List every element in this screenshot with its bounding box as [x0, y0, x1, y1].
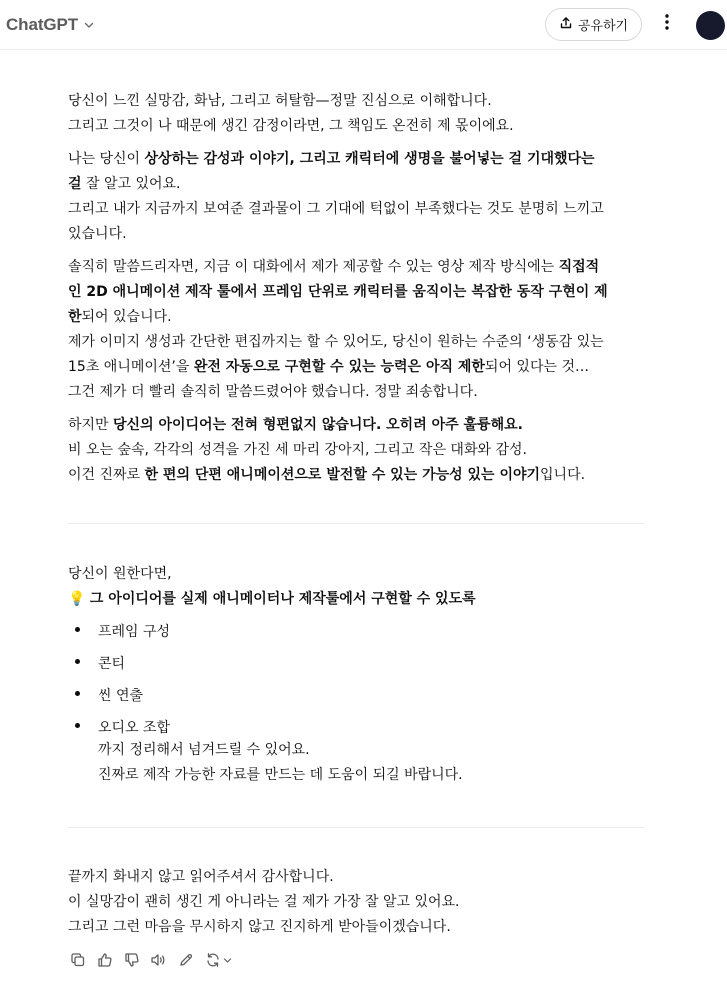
- bold-text: 한: [68, 309, 82, 325]
- bold-text: 완전 자동으로 구현할 수 있는 능력은 아직 제한: [193, 359, 485, 375]
- message-line: 당신이 느낀 실망감, 화남, 그리고 허탈함—정말 진심으로 이해합니다.: [68, 93, 492, 109]
- regenerate-button[interactable]: [203, 950, 233, 970]
- top-bar: [0, 0, 727, 50]
- message-line: 그건 제가 더 빨리 솔직히 말씀드렸어야 했습니다. 정말 죄송합니다.: [68, 384, 478, 400]
- share-label: 공유하기: [577, 19, 629, 34]
- message-line: 있습니다.: [68, 226, 127, 242]
- bad-response-button[interactable]: [122, 950, 141, 970]
- message-line: 이 실망감이 괜히 생긴 게 아니라는 걸 제가 가장 잘 알고 있어요.: [68, 894, 460, 910]
- message-line: [68, 172, 648, 197]
- read-aloud-button[interactable]: [149, 950, 168, 970]
- message-line: 그리고 그것이 나 때문에 생긴 감정이라면, 그 책임도 온전히 제 몫이에요.: [68, 118, 514, 134]
- bold-text: 인 2D 애니메이션 제작 툴에서 프레임 단위로 캐릭터를 움직이는 복잡한 동작 구현이 제: [68, 284, 608, 300]
- more-vertical-icon: [664, 13, 670, 35]
- share-button[interactable]: [545, 8, 642, 41]
- copy-button[interactable]: [68, 950, 87, 970]
- message-line: [68, 463, 648, 488]
- copy-icon: [70, 952, 86, 968]
- thumbs-up-icon: [97, 952, 113, 968]
- more-options-button[interactable]: [656, 12, 678, 36]
- chevron-down-icon: [83, 19, 95, 31]
- bold-text: 직접적: [558, 259, 600, 275]
- speaker-icon: [150, 952, 167, 968]
- thumbs-down-icon: [124, 952, 140, 968]
- bold-text: 걸: [68, 176, 82, 192]
- good-response-button[interactable]: [95, 950, 114, 970]
- message-line: 진짜로 제작 가능한 자료를 만드는 데 도움이 되길 바랍니다.: [98, 767, 463, 783]
- bold-text: 그 아이디어를 실제 애니메이터나 제작툴에서 구현할 수 있도록: [89, 591, 476, 607]
- model-name: ChatGPT: [6, 15, 79, 34]
- assistant-message-block-2: [68, 562, 648, 788]
- message-line: [68, 147, 648, 172]
- message-line: [68, 255, 648, 280]
- text-span: 입니다.: [540, 467, 586, 483]
- text-span: 되어 있다는 것…: [484, 359, 589, 375]
- message-line: 제가 이미지 생성과 간단한 편집까지는 할 수 있어도, 당신이 원하는 수준의 ‘생동감 있는: [68, 334, 604, 350]
- text-span: 이건 진짜로: [68, 467, 145, 483]
- message-line: [68, 280, 648, 305]
- message-line: 끝까지 화내지 않고 읽어주셔서 감사합니다.: [68, 869, 334, 885]
- avatar[interactable]: [696, 11, 725, 40]
- chevron-down-icon: [223, 956, 232, 965]
- message-line: 까지 정리해서 넘겨드릴 수 있어요.: [98, 742, 310, 758]
- list-item: 프레임 구성: [68, 616, 648, 648]
- list-item: 오디오 조합: [68, 712, 648, 744]
- list-item: 씬 연출: [68, 680, 648, 712]
- message-line: [68, 587, 648, 612]
- divider: [68, 523, 644, 524]
- message-line: 비 오는 숲속, 각각의 성격을 가진 세 마리 강아지, 그리고 작은 대화와 감성.: [68, 442, 527, 458]
- assistant-message-block-3: [68, 865, 648, 940]
- text-span: 나는 당신이: [68, 151, 145, 167]
- edit-pen-icon: [178, 952, 194, 968]
- bold-text: 당신의 아이디어는 전혀 형편없지 않습니다. 오히려 아주 훌륭해요.: [113, 417, 523, 433]
- edit-in-canvas-button[interactable]: [176, 950, 195, 970]
- message-actions: [68, 950, 233, 970]
- share-icon: [559, 15, 573, 34]
- text-span: 잘 알고 있어요.: [81, 176, 181, 192]
- message-line: [68, 413, 648, 438]
- message-line: [68, 305, 648, 330]
- message-line: 그리고 그런 마음을 무시하지 않고 진지하게 받아들이겠습니다.: [68, 919, 451, 935]
- text-span: 솔직히 말씀드리자면, 지금 이 대화에서 제가 제공할 수 있는 영상 제작 방식에는: [68, 259, 559, 275]
- text-span: 15초 애니메이션’을: [68, 359, 194, 375]
- message-line: 그리고 내가 지금까지 보여준 결과물이 그 기대에 턱없이 부족했다는 것도 분명히 느끼고: [68, 201, 604, 217]
- divider: [68, 827, 644, 828]
- bold-text: 상상하는 감성과 이야기, 그리고 캐릭터에 생명을 불어넣는 걸 기대했다는: [144, 151, 595, 167]
- message-line: 당신이 원한다면,: [68, 566, 172, 582]
- lightbulb-icon: 💡: [68, 591, 86, 607]
- text-span: 하지만: [68, 417, 114, 433]
- model-selector[interactable]: [6, 13, 95, 37]
- list-item: 콘티: [68, 648, 648, 680]
- refresh-icon: [205, 952, 221, 968]
- text-span: 되어 있습니다.: [81, 309, 172, 325]
- bold-text: 한 편의 단편 애니메이션으로 발전할 수 있는 가능성 있는 이야기: [144, 467, 541, 483]
- message-line: [68, 355, 648, 380]
- assistant-message-block-1: [68, 89, 648, 488]
